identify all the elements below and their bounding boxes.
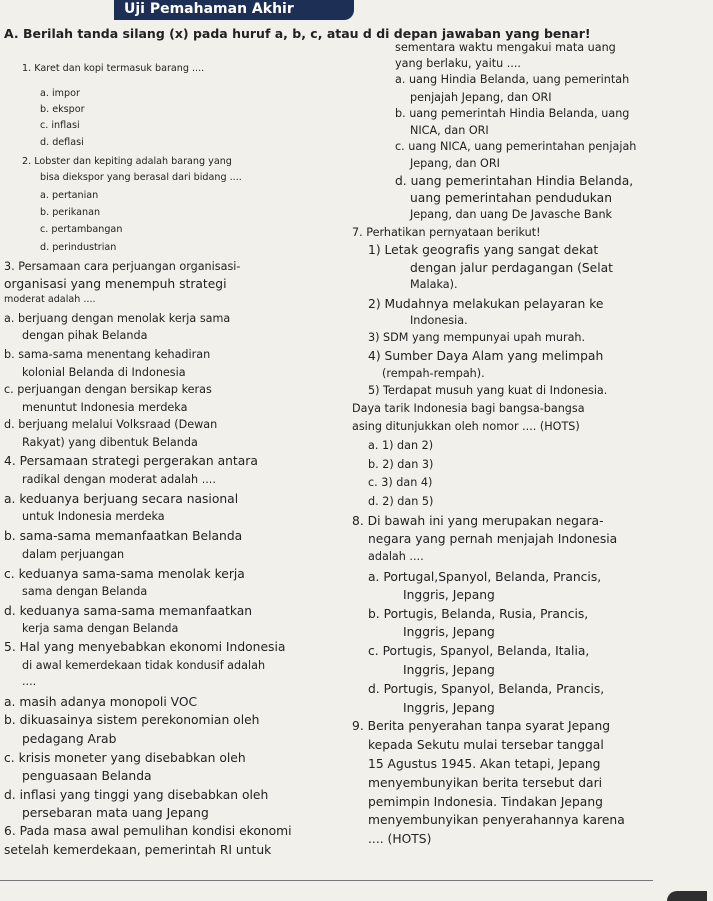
left-text-line: kolonial Belanda di Indonesia xyxy=(22,366,186,379)
left-text-line: b. sama-sama memanfaatkan Belanda xyxy=(4,529,243,543)
left-text-line: 4. Persamaan strategi pergerakan antara xyxy=(4,454,258,468)
right-text-line: d. Portugis, Spanyol, Belanda, Prancis, xyxy=(368,682,605,696)
right-text-line: 7. Perhatikan pernyataan berikut! xyxy=(352,226,541,239)
right-text-line: menyembunyikan penyerahannya karena xyxy=(368,813,625,827)
left-text-line: dalam perjuangan xyxy=(22,548,125,561)
left-text-line: 2. Lobster dan kepiting adalah barang yang xyxy=(22,156,232,167)
left-text-line: di awal kemerdekaan tidak kondusif adalah xyxy=(22,659,266,672)
right-text-line: asing ditunjukkan oleh nomor .... (HOTS) xyxy=(352,420,580,433)
left-text-line: setelah kemerdekaan, pemerintah RI untuk xyxy=(4,843,272,857)
right-text-line: NICA, dan ORI xyxy=(410,124,489,137)
left-text-line: c. krisis moneter yang disebabkan oleh xyxy=(4,751,246,765)
left-text-line: a. masih adanya monopoli VOC xyxy=(4,695,198,709)
left-text-line: a. keduanya berjuang secara nasional xyxy=(4,492,239,506)
right-text-line: pemimpin Indonesia. Tindakan Jepang xyxy=(368,795,603,809)
right-text-line: d. 2) dan 5) xyxy=(368,495,434,508)
left-text-line: organisasi yang menempuh strategi xyxy=(4,277,227,291)
left-text-line: c. perjuangan dengan bersikap keras xyxy=(4,383,212,396)
right-text-line: 3) SDM yang mempunyai upah murah. xyxy=(368,331,586,344)
left-text-line: sama dengan Belanda xyxy=(22,585,148,598)
right-text-line: a. uang Hindia Belanda, uang pemerintah xyxy=(395,73,630,86)
right-text-line: uang pemerintahan pendudukan xyxy=(410,191,613,205)
left-text-line: b. sama-sama menentang kehadiran xyxy=(4,348,211,361)
left-text-line: menuntut Indonesia merdeka xyxy=(22,401,188,414)
right-text-line: c. Portugis, Spanyol, Belanda, Italia, xyxy=(368,644,590,658)
right-text-line: Jepang, dan uang De Javasche Bank xyxy=(410,208,613,221)
publisher-logo xyxy=(667,891,707,901)
right-text-line: 2) Mudahnya melakukan pelayaran ke xyxy=(368,297,604,311)
left-text-line: 3. Persamaan cara perjuangan organisasi- xyxy=(4,260,241,273)
right-text-line: Jepang, dan ORI xyxy=(410,157,500,170)
right-text-line: b. uang pemerintah Hindia Belanda, uang xyxy=(395,107,630,120)
right-text-line: 1) Letak geografis yang sangat dekat xyxy=(368,243,599,257)
left-text-line: moderat adalah .... xyxy=(4,294,96,305)
left-text-line: pedagang Arab xyxy=(22,732,117,746)
left-text-line: a. impor xyxy=(40,88,80,99)
right-text-line: Daya tarik Indonesia bagi bangsa-bangsa xyxy=(352,402,585,415)
left-text-line: radikal dengan moderat adalah .... xyxy=(22,473,216,486)
left-text-line: a. berjuang dengan menolak kerja sama xyxy=(4,312,231,325)
right-text-line: 8. Di bawah ini yang merupakan negara- xyxy=(352,514,604,528)
right-text-line: adalah .... xyxy=(368,550,424,563)
section-heading: A. Berilah tanda silang (x) pada huruf a, b, c, atau d di depan jawaban yang benar! xyxy=(4,26,591,41)
right-text-line: dengan jalur perdagangan (Selat xyxy=(410,261,614,275)
left-text-line: b. ekspor xyxy=(40,104,85,115)
worksheet-banner: Uji Pemahaman Akhir xyxy=(114,0,354,20)
right-text-line: sementara waktu mengakui mata uang xyxy=(395,41,616,54)
left-text-line: c. inflasi xyxy=(40,120,80,131)
left-text-line: b. dikuasainya sistem perekonomian oleh xyxy=(4,713,260,727)
right-text-line: b. Portugis, Belanda, Rusia, Prancis, xyxy=(368,607,589,621)
right-text-line: d. uang pemerintahan Hindia Belanda, xyxy=(395,174,634,188)
left-text-line: penguasaan Belanda xyxy=(22,769,152,783)
right-text-line: (rempah-rempah). xyxy=(382,367,485,380)
right-text-line: Inggris, Jepang xyxy=(403,625,495,639)
right-text-line: 5) Terdapat musuh yang kuat di Indonesia. xyxy=(368,384,608,397)
left-text-line: d. berjuang melalui Volksraad (Dewan xyxy=(4,418,218,431)
left-text-line: d. keduanya sama-sama memanfaatkan xyxy=(4,604,253,618)
left-text-line: untuk Indonesia merdeka xyxy=(22,510,165,523)
right-text-line: yang berlaku, yaitu .... xyxy=(395,57,521,70)
right-text-line: c. 3) dan 4) xyxy=(368,476,433,489)
right-text-line: Indonesia. xyxy=(410,314,468,327)
right-text-line: Inggris, Jepang xyxy=(403,663,495,677)
right-text-line: 4) Sumber Daya Alam yang melimpah xyxy=(368,349,604,363)
right-text-line: c. uang NICA, uang pemerintahan penjajah xyxy=(395,140,637,153)
left-text-line: persebaran mata uang Jepang xyxy=(22,806,209,820)
right-text-line: Inggris, Jepang xyxy=(403,701,495,715)
left-text-line: 6. Pada masa awal pemulihan kondisi ekonomi xyxy=(4,824,292,838)
left-text-line: .... xyxy=(22,675,37,688)
left-text-line: d. inflasi yang tinggi yang disebabkan oleh xyxy=(4,788,269,802)
left-text-line: kerja sama dengan Belanda xyxy=(22,622,179,635)
right-text-line: Inggris, Jepang xyxy=(403,588,495,602)
right-text-line: negara yang pernah menjajah Indonesia xyxy=(368,532,618,546)
left-text-line: d. perindustrian xyxy=(40,242,117,253)
right-text-line: kepada Sekutu mulai tersebar tanggal xyxy=(368,738,604,752)
left-text-line: d. deflasi xyxy=(40,137,84,148)
left-text-line: dengan pihak Belanda xyxy=(22,329,148,342)
right-text-line: a. 1) dan 2) xyxy=(368,439,434,452)
left-text-line: b. perikanan xyxy=(40,207,101,218)
left-text-line: a. pertanian xyxy=(40,190,99,201)
right-text-line: penjajah Jepang, dan ORI xyxy=(410,91,552,104)
left-text-line: c. pertambangan xyxy=(40,224,123,235)
right-text-line: .... (HOTS) xyxy=(368,832,432,846)
left-text-line: Rakyat) yang dibentuk Belanda xyxy=(22,436,198,449)
right-text-line: Malaka). xyxy=(410,278,458,291)
right-text-line: b. 2) dan 3) xyxy=(368,458,434,471)
right-text-line: 15 Agustus 1945. Akan tetapi, Jepang xyxy=(368,757,601,771)
left-text-line: 1. Karet dan kopi termasuk barang .... xyxy=(22,63,205,74)
right-text-line: menyembunyikan berita tersebut dari xyxy=(368,776,603,790)
left-text-line: bisa diekspor yang berasal dari bidang .... xyxy=(40,172,242,183)
bottom-divider xyxy=(0,880,653,881)
left-text-line: 5. Hal yang menyebabkan ekonomi Indonesia xyxy=(4,640,286,654)
right-text-line: 9. Berita penyerahan tanpa syarat Jepang xyxy=(352,719,611,733)
right-text-line: a. Portugal,Spanyol, Belanda, Prancis, xyxy=(368,570,602,584)
left-text-line: c. keduanya sama-sama menolak kerja xyxy=(4,567,245,581)
